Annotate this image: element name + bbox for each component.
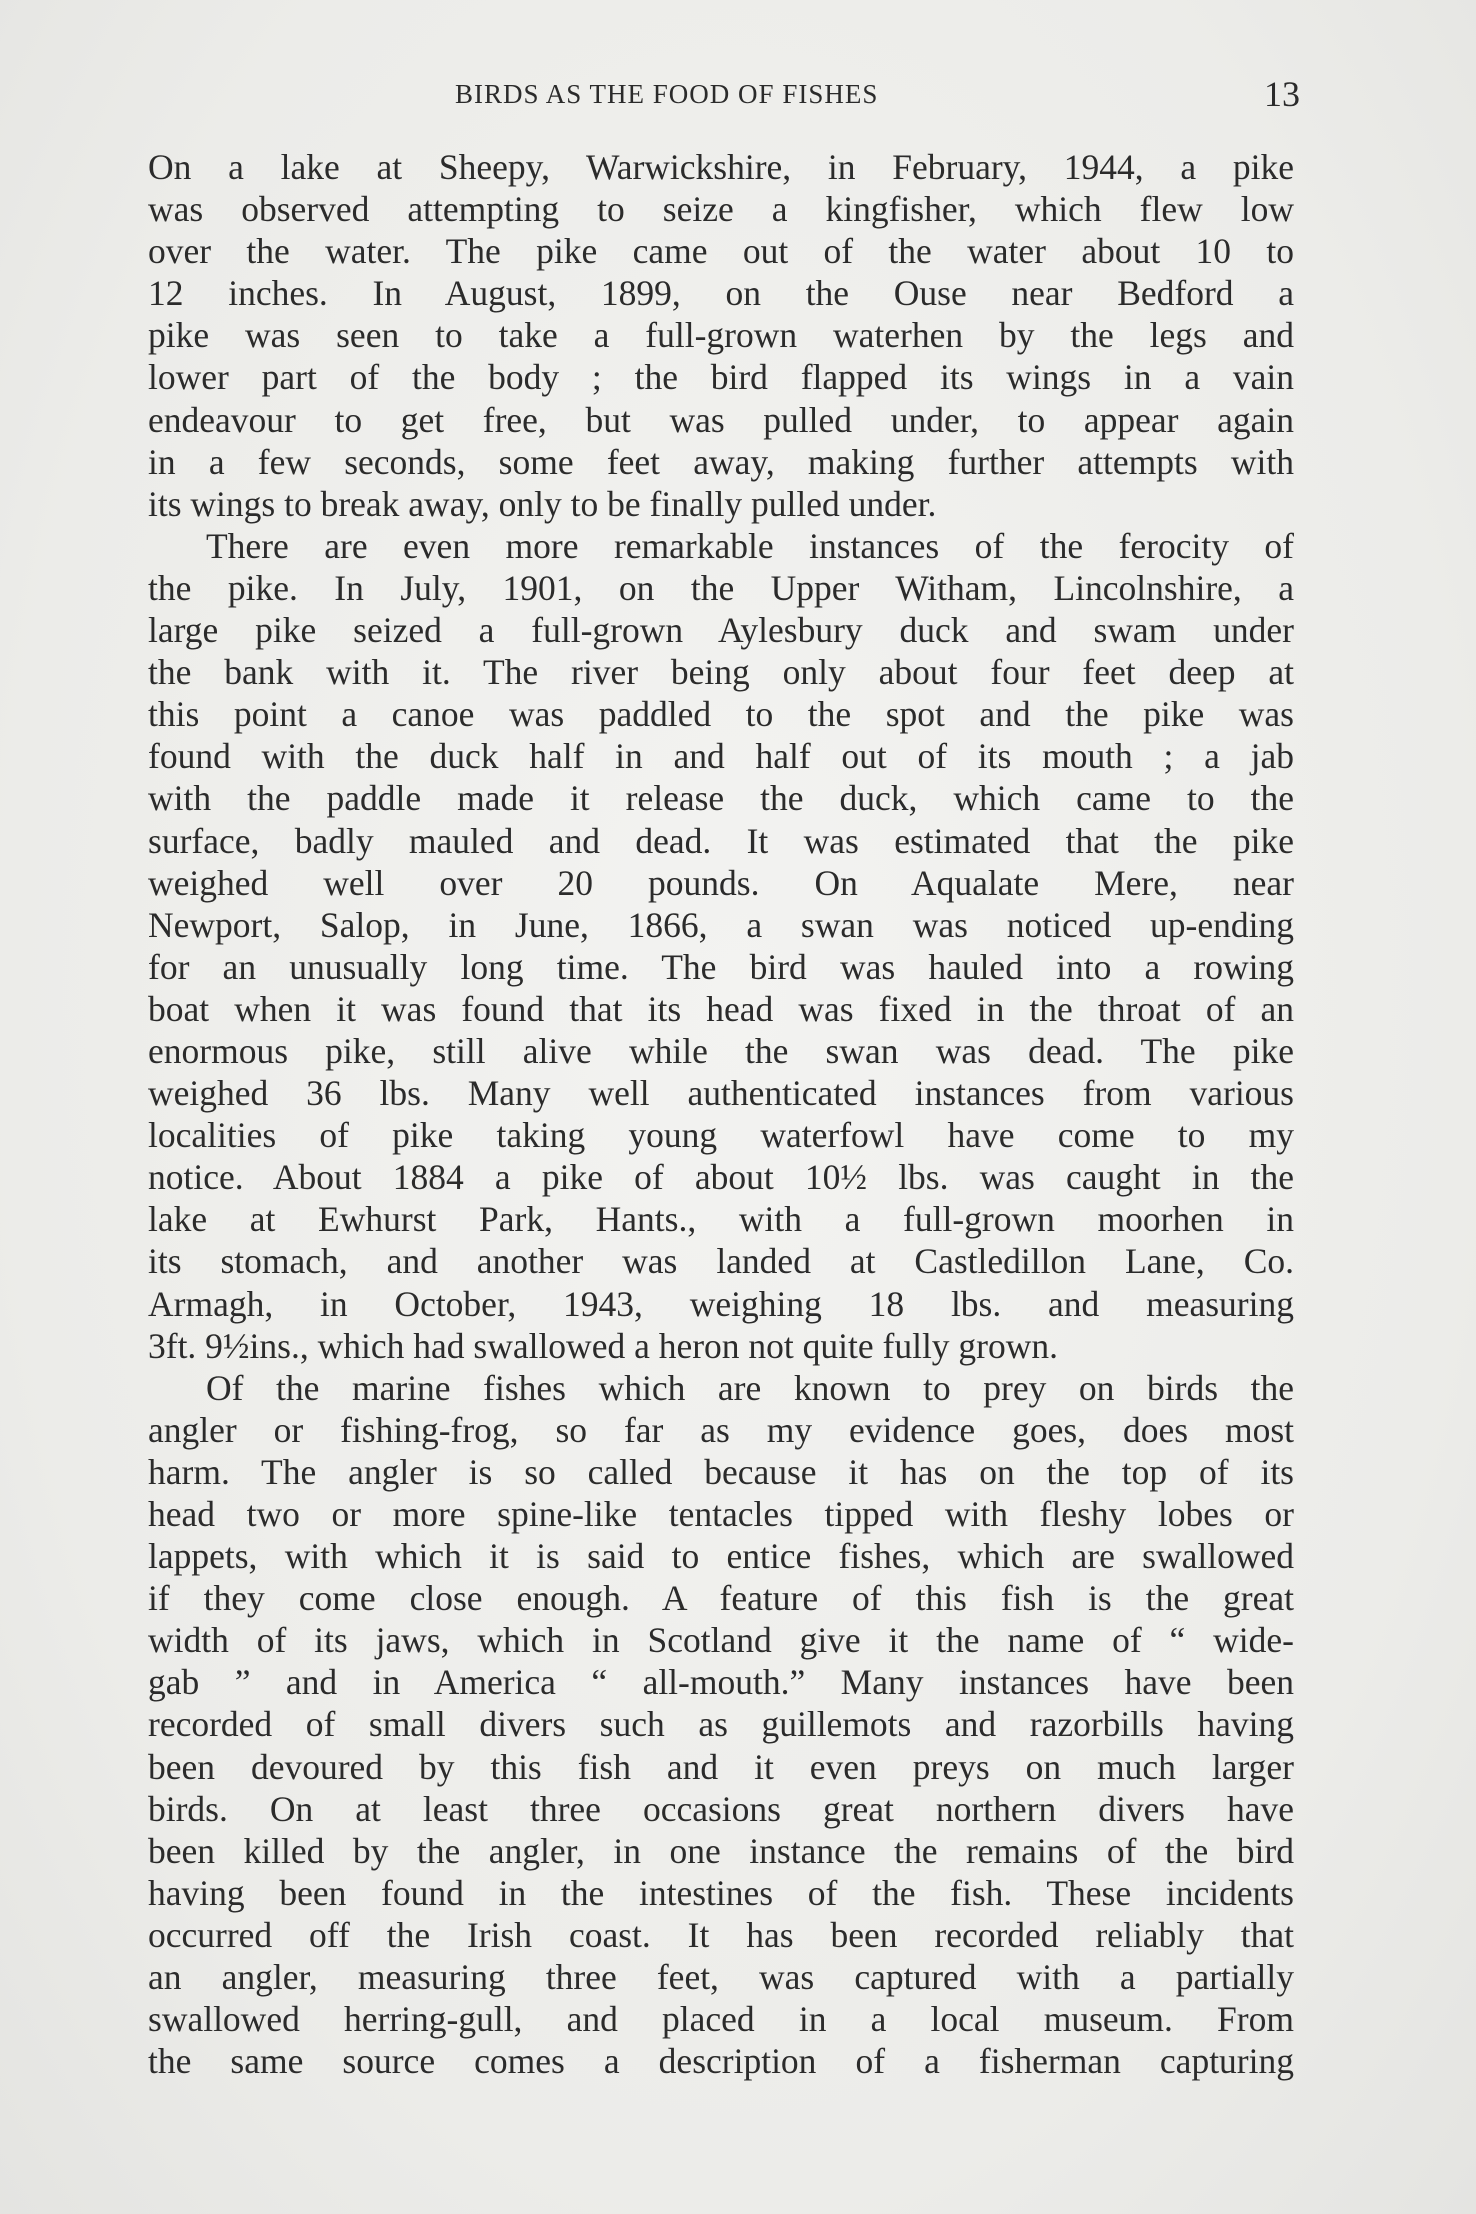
text-line: for an unusually long time. The bird was hauled into a rowing — [148, 946, 1294, 987]
text-line: pike was seen to take a full-grown waterhen by the legs and — [148, 315, 1294, 356]
page-number: 13 — [1264, 74, 1300, 114]
text-line: angler or fishing-frog, so far as my evidence goes, does most — [148, 1409, 1294, 1450]
text-line: if they come close enough. A feature of this fish is the great — [148, 1578, 1294, 1619]
text-line: been killed by the angler, in one instance the remains of the bird — [148, 1830, 1294, 1871]
text-line: was observed attempting to seize a kingfisher, which flew low — [148, 189, 1294, 230]
text-line: weighed 36 lbs. Many well authenticated instances from various — [148, 1073, 1294, 1114]
text-line: Armagh, in October, 1943, weighing 18 lbs. and measuring — [148, 1283, 1294, 1324]
text-line: recorded of small divers such as guillemots and razorbills having — [148, 1704, 1294, 1745]
text-line: enormous pike, still alive while the swan was dead. The pike — [148, 1030, 1294, 1071]
text-line: this point a canoe was paddled to the spot and the pike was — [148, 694, 1294, 735]
running-head-title: BIRDS AS THE FOOD OF FISHES — [455, 79, 879, 109]
text-line: large pike seized a full-grown Aylesbury duck and swam under — [148, 610, 1294, 651]
text-line: weighed well over 20 pounds. On Aqualate Mere, near — [148, 862, 1294, 903]
text-line: endeavour to get free, but was pulled under, to appear again — [148, 399, 1294, 440]
text-line: an angler, measuring three feet, was captured with a partially — [148, 1957, 1294, 1998]
text-line: 3ft. 9½ins., which had swallowed a heron not quite fully grown. — [148, 1325, 1059, 1366]
text-line: over the water. The pike came out of the water about 10 to — [148, 231, 1294, 272]
text-line: head two or more spine-like tentacles tipped with fleshy lobes or — [148, 1494, 1294, 1534]
text-line: the same source comes a description of a fisherman capturing — [148, 2041, 1294, 2082]
text-line: the bank with it. The river being only about four feet deep at — [148, 652, 1294, 693]
body-text — [148, 146, 1294, 2082]
text-line: notice. About 1884 a pike of about 10½ lbs. was caught in the — [148, 1157, 1294, 1198]
text-line: Newport, Salop, in June, 1866, a swan was noticed up-ending — [148, 904, 1294, 945]
text-line: having been found in the intestines of the fish. These incidents — [148, 1872, 1294, 1913]
running-head — [0, 74, 1476, 114]
text-line: localities of pike taking young waterfowl have come to my — [148, 1115, 1294, 1156]
text-line: lower part of the body ; the bird flapped its wings in a vain — [148, 357, 1294, 398]
text-line: in a few seconds, some feet away, making further attempts with — [148, 441, 1294, 482]
text-line: been devoured by this fish and it even preys on much larger — [148, 1746, 1294, 1787]
text-line: its wings to break away, only to be finally pulled under. — [148, 483, 937, 524]
text-line: its stomach, and another was landed at Castledillon Lane, Co. — [148, 1241, 1294, 1282]
text-line: Of the marine fishes which are known to prey on birds the — [206, 1367, 1294, 1408]
text-line: boat when it was found that its head was fixed in the throat of an — [148, 988, 1294, 1029]
text-line: occurred off the Irish coast. It has been recorded reliably that — [148, 1914, 1294, 1955]
text-line: width of its jaws, which in Scotland give it the name of “ wide- — [148, 1620, 1294, 1661]
text-line: the pike. In July, 1901, on the Upper Witham, Lincolnshire, a — [148, 567, 1294, 608]
text-line: On a lake at Sheepy, Warwickshire, in February, 1944, a pike — [148, 147, 1294, 187]
text-line: lake at Ewhurst Park, Hants., with a full-grown moorhen in — [148, 1199, 1294, 1240]
text-line: gab ” and in America “ all-mouth.” Many instances have been — [148, 1662, 1294, 1703]
text-line: birds. On at least three occasions great northern divers have — [148, 1788, 1294, 1829]
text-line: swallowed herring-gull, and placed in a local museum. From — [148, 1999, 1294, 2040]
text-line: found with the duck half in and half out of its mouth ; a jab — [148, 736, 1294, 777]
text-line: 12 inches. In August, 1899, on the Ouse near Bedford a — [148, 273, 1294, 314]
text-line: lappets, with which it is said to entice fishes, which are swallowed — [148, 1536, 1294, 1577]
text-line: surface, badly mauled and dead. It was estimated that the pike — [148, 820, 1294, 861]
text-line: harm. The angler is so called because it has on the top of its — [148, 1451, 1294, 1492]
text-line: There are even more remarkable instances of the ferocity of — [206, 525, 1294, 566]
text-line: with the paddle made it release the duck, which came to the — [148, 778, 1294, 819]
